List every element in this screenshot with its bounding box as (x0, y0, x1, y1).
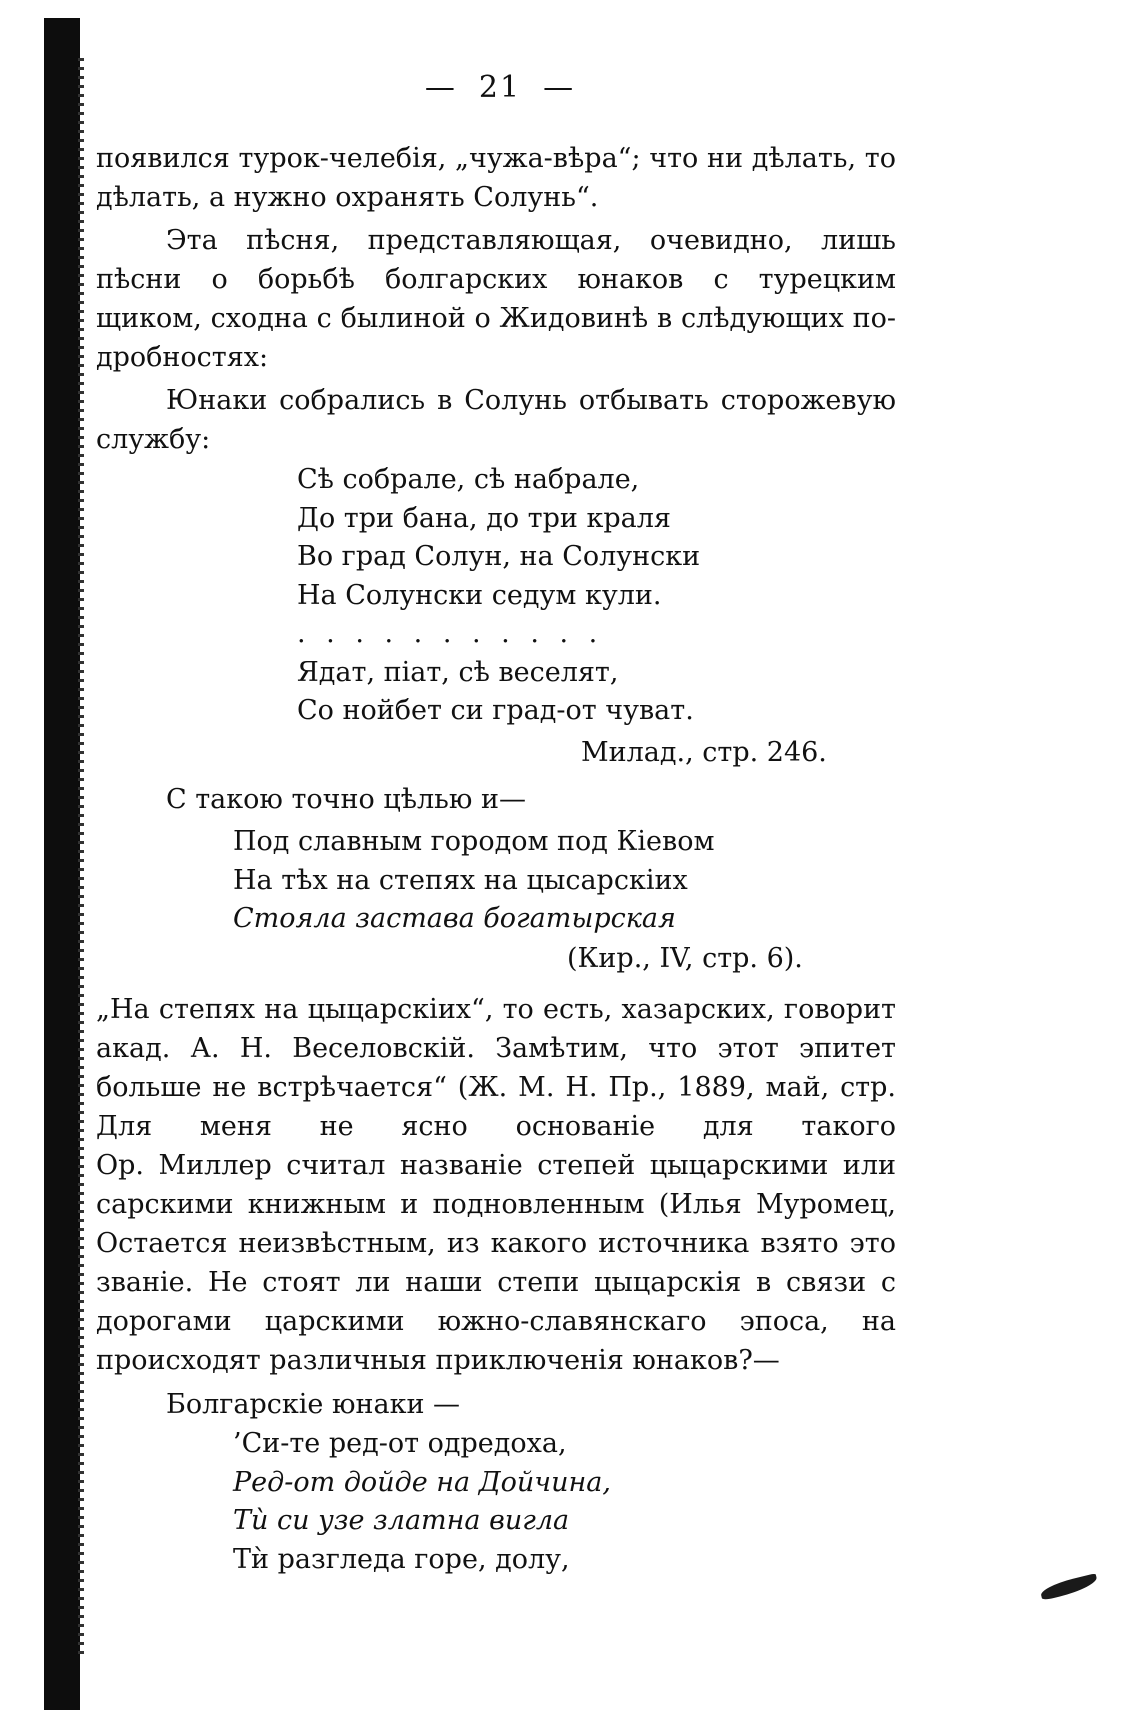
text-line: больше не встрѣчается“ (Ж. М. Н. Пр., 1889, май, стр. (96, 1072, 896, 1103)
text-line: Эта пѣсня, представляющая, очевидно, лишь (166, 225, 896, 256)
text-line: пѣсни о борьбѣ болгарских юнаков с турецким (96, 264, 896, 295)
verse-line: Ред-от дойде на Дойчина, (233, 1466, 611, 1498)
text-line: происходят различныя приключенія юнаков?— (96, 1345, 780, 1376)
text-line: щиком, сходна с былиной о Жидовинѣ в слѣдующих по- (96, 303, 896, 334)
verse-ellipsis: . . . . . . . . . . . (297, 618, 604, 649)
paragraph-bulgarian-yunaks (96, 1385, 896, 1424)
text-line: акад. А. Н. Веселовскій. Замѣтим, что этот эпитет (96, 1033, 896, 1064)
paragraph-tsitsarskie-steppes (96, 990, 896, 1380)
page-number (0, 70, 1000, 105)
verse-quote-3 (233, 1425, 611, 1579)
text-line: Остается неизвѣстным, из какого источника взято это (96, 1228, 896, 1259)
paragraph-yunaks (96, 381, 896, 459)
text-line: Болгарскіе юнаки — (166, 1389, 461, 1420)
text-line: С такою точно цѣлью и— (166, 784, 526, 815)
citation-kireevsky: (Кир., IV, стр. 6). (567, 943, 803, 974)
verse-line: ’Си-те ред-от одредоха, (233, 1428, 567, 1459)
verse-quote-2 (233, 823, 714, 939)
paragraph-song-fragment (96, 221, 896, 377)
text-line: службу: (96, 424, 211, 455)
text-line: дорогами царскими южно-славянскаго эпоса, на (96, 1306, 896, 1337)
book-spine-shadow (44, 18, 80, 1710)
text-line: званіе. Не стоят ли наши степи цыцарскія в связи с (96, 1267, 896, 1298)
text-line: Ор. Миллер считал названіе степей цыцарскими или (96, 1150, 896, 1181)
paragraph-same-purpose (96, 780, 896, 819)
text-line: дѣлать, а нужно охранять Солунь“. (96, 182, 599, 213)
verse-line: Стояла застава богатырская (233, 903, 676, 934)
verse-line: Тѝ разгледа горе, долу, (233, 1543, 570, 1575)
verse-line: До три бана, до три краля (297, 502, 671, 534)
verse-line: Тѝ си узе златна вигла (233, 1505, 570, 1536)
verse-line: Во град Солун, на Солунски (297, 541, 701, 572)
verse-line: Ядат, піат, сѣ веселят, (297, 656, 619, 688)
verse-line: Под славным городом под Кіевом (233, 826, 715, 857)
text-line: появился турок-челебія, „чужа-вѣра“; что ни дѣлать, то (96, 143, 896, 174)
text-line: дробностях: (96, 342, 269, 373)
page-number-value: 21 (478, 70, 522, 105)
verse-line: На Солунски седум кули. (297, 579, 662, 611)
text-line: сарскими книжным и подновленным (Илья Муромец, (96, 1189, 896, 1220)
page-number-dash-left: — (424, 70, 457, 105)
text-line: Юнаки собрались в Солунь отбывать сторожевую (166, 385, 896, 416)
page-number-dash-right: — (543, 70, 576, 105)
verse-line: На тѣх на степях на цысарскіих (233, 864, 688, 896)
verse-line: Со нойбет си град-от чуват. (297, 695, 694, 726)
intro-paragraph (96, 139, 896, 217)
verse-line: Сѣ собрале, сѣ набрале, (297, 464, 640, 495)
citation-miladinovi: Милад., стр. 246. (581, 737, 827, 768)
text-line: „На степях на цыцарскіих“, то есть, хазарских, говорит (96, 994, 896, 1025)
verse-quote-1 (297, 461, 700, 731)
text-line: Для меня не ясно основаніе для такого (96, 1111, 896, 1142)
ink-smudge (1039, 1573, 1099, 1601)
